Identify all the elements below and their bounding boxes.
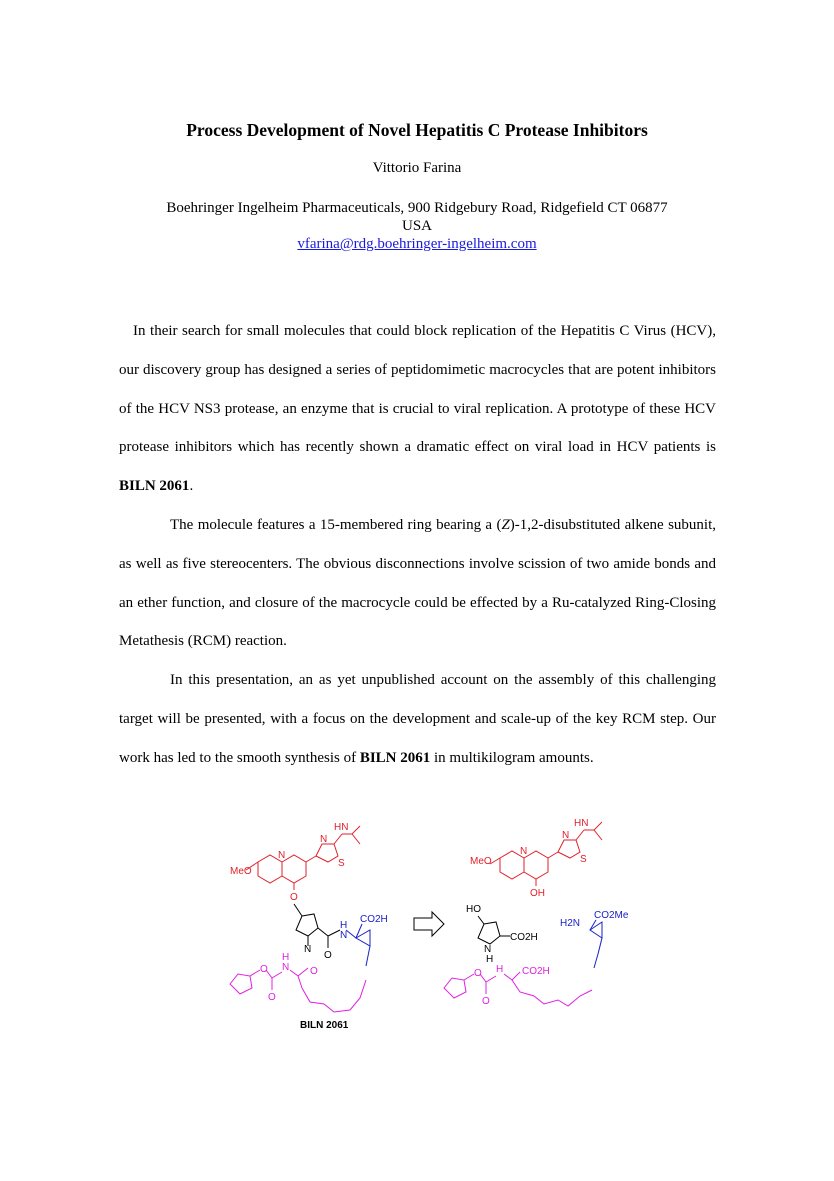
affiliation-line-1: Boehringer Ingelheim Pharmaceuticals, 900 Ridgebury Road, Ridgefield CT 06877 (166, 200, 668, 216)
paragraph-3 (119, 661, 716, 777)
fragment-amine-hn: HN (574, 818, 589, 829)
compound-name: BILN 2061 (359, 749, 431, 766)
proline-fragment (294, 904, 340, 948)
paragraph-1-text: In their search for small molecules that could block replication of the Hepatitis C Virus (HCV), our discovery group has designed a series of peptidomimetic macrocycles that are potent inhibitors of the HCV NS3 protease, an enzyme that is crucial to viral replication. A prototype of these HCV protease inhibitors which has recently shown a dramatic effect on viral load in HCV patients is (119, 323, 716, 456)
thiazole-s-label: S (338, 858, 345, 869)
paper-title: Process Development of Novel Hepatitis C Protease Inhibitors (186, 120, 648, 140)
fragments (444, 818, 629, 1007)
vinylcyclopropane-building-block (590, 920, 602, 968)
fragment-ho-label: HO (466, 904, 481, 915)
abstract-body (119, 312, 716, 778)
carbamate-fragment (230, 968, 366, 1012)
fragment-thiazole-s: S (580, 854, 587, 865)
compound-caption: BILN 2061 (300, 1020, 349, 1031)
fragment-hydroxyl-label: OH (530, 888, 545, 899)
fragment-thiazole-n: N (562, 830, 570, 841)
amide-o-label: O (310, 966, 318, 977)
carbamate-o-label: O (260, 964, 268, 975)
affiliation (0, 199, 834, 253)
email-link[interactable]: vfarina@rdg.boehringer-ingelheim.com (297, 236, 537, 252)
carbamate-n-label: N (282, 962, 290, 973)
retrosynthesis-arrow (414, 912, 444, 936)
proline-n-label: N (304, 944, 312, 955)
fragment-carbamate-carbonyl-o: O (482, 996, 490, 1007)
acid-label: CO2H (360, 914, 388, 925)
fragment-amine-label: H2N (560, 918, 581, 929)
fragment-carbamate-nh: H (496, 964, 504, 975)
cyclopropane-fragment (346, 924, 370, 966)
ether-o-label: O (290, 892, 298, 903)
paragraph-2-text-end: )-1,2-disubstituted alkene subunit, as well as five stereocenters. The obvious disconnections involve scission of two amide bonds and an ether function, and closure of the macrocycle could be effected by a Ru-catalyzed Ring-Closing Metathesis (RCM) reaction. (119, 516, 716, 650)
methoxy-label: MeO (230, 866, 252, 877)
carbamate-carbonyl-o: O (268, 992, 276, 1003)
fragment-proline-n: N (484, 944, 492, 955)
paragraph-3-end: in multikilogram amounts. (430, 749, 594, 766)
amine-hn-label: HN (334, 822, 349, 833)
fragment-ester-label: CO2Me (594, 910, 629, 921)
amide-n-label: N (340, 930, 348, 941)
affiliation-line-2: USA (401, 218, 432, 234)
fragment-proline-acid: CO2H (510, 932, 538, 943)
paragraph-1 (119, 312, 716, 506)
hydroxyproline-building-block (478, 916, 510, 944)
retrosynthesis-scheme (210, 812, 660, 1042)
fragment-proline-h: H (486, 954, 494, 965)
fragment-quinoline-n: N (520, 846, 528, 857)
stereo-descriptor: Z (501, 516, 510, 533)
proline-carbonyl-o: O (324, 950, 332, 961)
fragment-carbamate-o: O (474, 968, 482, 979)
compound-name: BILN 2061 (119, 478, 190, 495)
paragraph-1-end: . (189, 478, 194, 495)
fragment-carbamate-acid: CO2H (522, 966, 550, 977)
quinoline-n-label: N (278, 850, 286, 861)
amide-h-label: H (340, 920, 348, 931)
paragraph-3-text: In this presentation, an as yet unpublished account on the assembly of this challenging target will be presented, with a focus on the development and scale-up of the key RCM step. Our work has led to the smooth synthesis of (119, 672, 716, 766)
author-name: Vittorio Farina (372, 160, 462, 176)
paragraph-2-text: The molecule features a 15-membered ring bearing a ( (170, 516, 502, 533)
carbamate-building-block (444, 972, 592, 1006)
thiazole-n-label: N (320, 834, 328, 845)
biln-2061-structure (230, 822, 388, 1031)
fragment-methoxy-label: MeO (470, 856, 492, 867)
paragraph-2 (119, 506, 716, 661)
carbamate-h-label: H (282, 952, 290, 963)
